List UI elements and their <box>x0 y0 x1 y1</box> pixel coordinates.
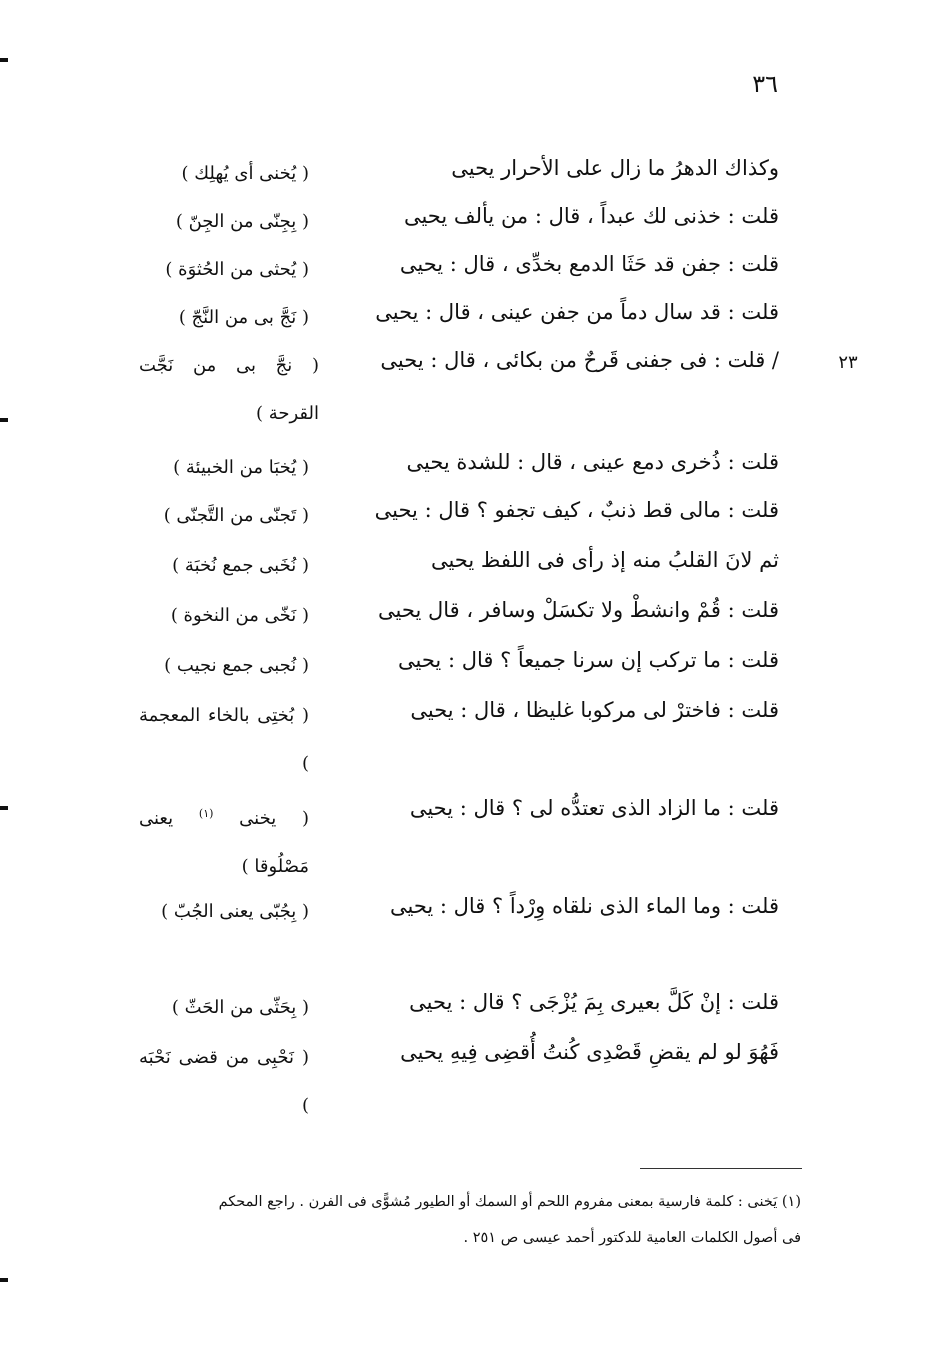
poem-line <box>139 692 779 774</box>
gloss-text: ( نَحْبِى من قضى نَحْبَه ) <box>139 1047 309 1116</box>
gloss-text: ( نجَّ بى من نَجَّت القرحة ) <box>139 355 319 424</box>
edge-mark <box>0 58 8 62</box>
verse-text: قلت : وما الماء الذى نلقاه وِرْداً ؟ قال : يحيى <box>389 894 779 918</box>
verse-text: قلت : ما تركب إن سرنا جميعاً ؟ قال : يحيى <box>398 648 779 672</box>
gloss-text: ( يُخنى أى يُهلِك ) <box>181 163 309 184</box>
edge-mark <box>0 418 8 422</box>
poem-line <box>139 888 779 924</box>
verse-text: قلت : مالى قط ذنبٌ ، كيف تجفو ؟ قال : يحيى <box>374 498 779 522</box>
gloss-text: ( بُختِى بالخاء المعجمة ) <box>139 705 309 774</box>
gloss-text: ( يُحثى من الحُثوَة ) <box>165 259 309 280</box>
poem-line <box>139 592 779 628</box>
gloss-text: ( نَخّى من النخوة ) <box>170 605 309 626</box>
gloss-text <box>139 790 309 891</box>
verse-text: قلت : فاخترْ لى مركوبا غليظا ، قال : يحيى <box>410 698 779 722</box>
gloss-text: ( نُخَبى جمع نُخبَة ) <box>172 555 309 576</box>
poem-line <box>139 294 779 330</box>
edge-mark <box>0 806 8 810</box>
footnote-line: (١) يَخنى : كلمة فارسية بمعنى مفروم اللحم أو السمك أو الطيور مُشوًّى فى الفرن . راجع المحكم <box>218 1194 801 1210</box>
poem-line <box>139 198 779 234</box>
poem-line <box>139 642 779 678</box>
verse-text: ثم لانَ القلبُ منه إذ رأى فى اللفظ يحيى <box>430 548 779 572</box>
verse-text: قلت : جفن قد حَثَا الدمع بخدِّى ، قال : يحيى <box>399 252 779 276</box>
verse-text: قلت : إنْ كَلَّ بعيرى بِمَ يُزْجَى ؟ قال : يحيى <box>409 990 779 1014</box>
poem-line <box>139 342 779 424</box>
gloss-text: ( بِجِنّى من الجِنّ ) <box>175 211 309 232</box>
edge-mark <box>0 1278 8 1282</box>
verse-text: وكذاك الدهرُ ما زال على الأحرار يحيى <box>451 156 779 180</box>
poem-line <box>139 150 779 186</box>
verse-text: قلت : قد سال دماً من جفن عينى ، قال : يحيى <box>375 300 779 324</box>
page-number: ٣٦ <box>752 70 778 98</box>
gloss-part: يعنى مَصْلُوقا ) <box>139 808 309 877</box>
gloss-part: ( يخنى <box>239 808 309 829</box>
verse-text: قلت : ما الزاد الذى تعتدُّه لى ؟ قال : يحيى <box>409 796 779 820</box>
gloss-text: ( بِحَثّى من الحَثّ ) <box>171 997 309 1018</box>
footnote-divider <box>640 1168 802 1169</box>
margin-number: ٢٣ <box>838 352 858 373</box>
footnote-marker: (١) <box>198 807 214 820</box>
poem-line <box>139 984 779 1020</box>
poem-line <box>139 246 779 282</box>
gloss-text: ( بِجُبّى يعنى الجُبّ ) <box>161 901 309 922</box>
verse-text: قلت : خذنى لك عبداً ، قال : من يألف يحيى <box>403 204 779 228</box>
verse-text: قلت : ذُخرى دمع عينى ، قال : للشدة يحيى <box>406 450 779 474</box>
gloss-text: ( يُخبَا من الخبيئة ) <box>173 457 309 478</box>
poem-line <box>139 542 779 578</box>
verse-text: قلت : قُمْ وانشطْ ولا تكسَلْ وسافر ، قال يحيى <box>378 598 779 622</box>
gloss-text: ( نَجَّ بى من النَّجّ ) <box>178 307 309 328</box>
poem-line <box>139 444 779 480</box>
poem-line <box>139 492 779 528</box>
gloss-text: ( نُجبى جمع نجيب ) <box>164 655 309 676</box>
verse-text: فَهُوَ لو لم يقضِ قَصْدِى كُنتُ أُقضِى فِيهِ يحيى <box>400 1040 779 1064</box>
footnote-line: فى أصول الكلمات العامية للدكتور أحمد عيسى ص ٢٥١ . <box>463 1230 801 1246</box>
poem-line <box>139 790 779 877</box>
verse-text: / قلت : فى جفنى قَرحٌ من بكائى ، قال : يحيى <box>380 348 779 372</box>
gloss-text: ( تَجنّى من التَّجنّى ) <box>163 505 309 526</box>
poem-line <box>139 1034 779 1116</box>
